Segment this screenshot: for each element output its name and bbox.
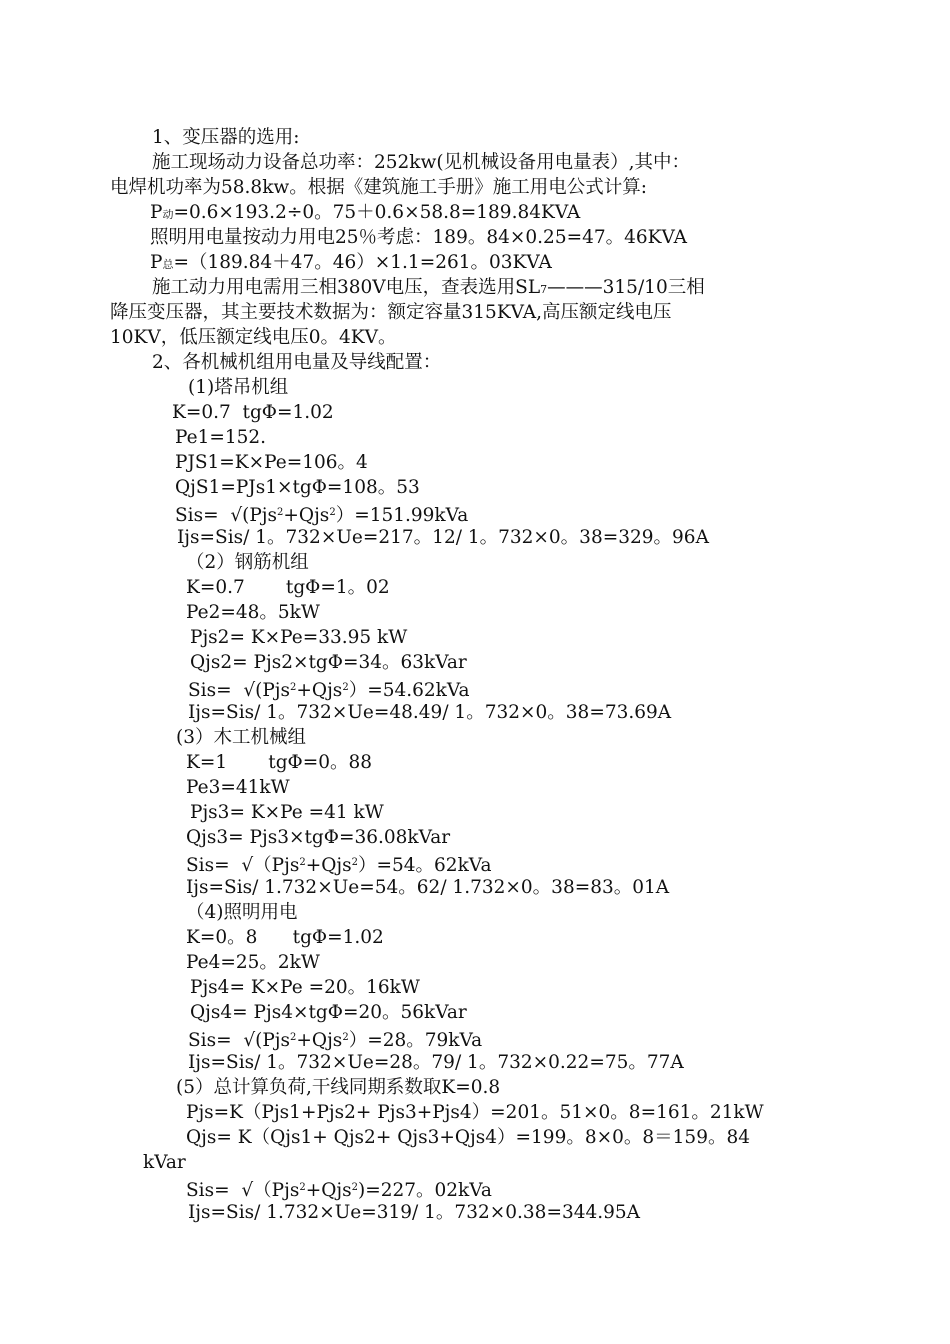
formula-qjs-total-unit: kVar bbox=[143, 1152, 186, 1173]
formula-ijs-total: Ijs=Sis/ 1.732×Ue=319/ 1。732×0.38=344.95A bbox=[188, 1202, 641, 1223]
paragraph-line: 降压变压器，其主要技术数据为：额定容量315KVA,高压额定线电压 bbox=[110, 302, 672, 323]
text-run: +Qjs bbox=[296, 680, 343, 701]
paragraph-line bbox=[152, 275, 705, 300]
text-run: +Qjs bbox=[283, 505, 330, 526]
paragraph-line: 施工现场动力设备总功率：252kw(见机械设备用电量表）,其中： bbox=[152, 152, 690, 173]
formula-sis bbox=[175, 500, 468, 525]
group-3-title: (3）木工机械组 bbox=[176, 727, 306, 748]
group-1-title: (1)塔吊机组 bbox=[188, 377, 289, 398]
formula-subscript: 动 bbox=[162, 208, 174, 221]
formula-qjs: Qjs2= Pjs2×tgΦ=34。63kVar bbox=[190, 652, 467, 673]
formula-ijs: Ijs=Sis/ 1。732×Ue=217。12/ 1。732×0。38=329。96A bbox=[177, 527, 709, 548]
group-5-title: (5）总计算负荷,干线同期系数取K=0.8 bbox=[176, 1077, 501, 1098]
text-run: ）=54.62kVa bbox=[348, 680, 470, 701]
formula-ijs: Ijs=Sis/ 1.732×Ue=54。62/ 1.732×0。38=83。01A bbox=[186, 877, 670, 898]
text-run: ）=151.99kVa bbox=[335, 505, 469, 526]
formula-ijs: Ijs=Sis/ 1。732×Ue=48.49/ 1。732×0。38=73.69A bbox=[188, 702, 672, 723]
superscript: 2 bbox=[351, 857, 358, 868]
superscript: 2 bbox=[277, 507, 284, 518]
text-run: +Qjs bbox=[296, 1030, 343, 1051]
formula-pjs-total: Pjs=K（Pjs1+Pjs2+ Pjs3+Pjs4）=201。51×0。8=161。21kW bbox=[186, 1102, 764, 1123]
section-2-heading: 2、各机械机组用电量及导线配置： bbox=[152, 352, 442, 373]
formula-qjs: QjS1=PJs1×tgΦ=108。53 bbox=[175, 477, 420, 498]
text-run: ）=28。79kVa bbox=[348, 1030, 483, 1051]
superscript: 2 bbox=[342, 1032, 349, 1043]
superscript: 2 bbox=[329, 507, 336, 518]
formula-qjs: Qjs4= Pjs4×tgΦ=20。56kVar bbox=[190, 1002, 467, 1023]
text-run: Sis= √(Pjs bbox=[188, 680, 291, 701]
formula-k: K=0。8 tgΦ=1.02 bbox=[186, 927, 384, 948]
formula-p-zong bbox=[150, 250, 552, 275]
formula-qjs-total: Qjs= K（Qjs1+ Qjs2+ Qjs3+Qjs4）=199。8×0。8＝159。84 bbox=[186, 1127, 751, 1148]
text-run: Sis= √（Pjs bbox=[186, 855, 300, 876]
formula-pjs: Pjs2= K×Pe=33.95 kW bbox=[190, 627, 408, 648]
formula-pjs: Pjs3= K×Pe =41 kW bbox=[190, 802, 384, 823]
formula-pe: Pe2=48。5kW bbox=[186, 602, 320, 623]
superscript: 2 bbox=[299, 1182, 306, 1193]
text-run: +Qjs bbox=[305, 855, 352, 876]
superscript: 2 bbox=[351, 1182, 358, 1193]
text-run: Sis= √(Pjs bbox=[188, 1030, 291, 1051]
formula-p-dong bbox=[150, 200, 580, 225]
formula-text: =（189.84＋47。46）×1.1=261。03KVA bbox=[173, 252, 552, 273]
formula-pjs: PJS1=K×Pe=106。4 bbox=[175, 452, 368, 473]
formula-ijs: Ijs=Sis/ 1。732×Ue=28。79/ 1。732×0.22=75。77A bbox=[188, 1052, 684, 1073]
formula-text: =0.6×193.2÷0。75＋0.6×58.8=189.84KVA bbox=[173, 202, 581, 223]
text-run: ———315/10三相 bbox=[547, 277, 705, 298]
formula-sis bbox=[188, 675, 470, 700]
formula-k: K=1 tgΦ=0。88 bbox=[186, 752, 373, 773]
formula-lighting: 照明用电量按动力用电25％考虑：189。84×0.25=47。46KVA bbox=[150, 227, 687, 248]
section-1-heading: 1、变压器的选用: bbox=[152, 127, 300, 148]
text-run: +Qjs bbox=[305, 1180, 352, 1201]
formula-symbol: P bbox=[150, 202, 163, 223]
formula-k: K=0.7 tgΦ=1。02 bbox=[186, 577, 390, 598]
text-run: Sis= √（Pjs bbox=[186, 1180, 300, 1201]
formula-sis-total bbox=[186, 1175, 492, 1200]
superscript: 2 bbox=[342, 682, 349, 693]
text-run: Sis= √(Pjs bbox=[175, 505, 278, 526]
formula-pjs: Pjs4= K×Pe =20。16kW bbox=[190, 977, 420, 998]
formula-pe: Pe4=25。2kW bbox=[186, 952, 320, 973]
formula-symbol: P bbox=[150, 252, 163, 273]
text-run: )=227。02kVa bbox=[357, 1180, 492, 1201]
formula-qjs: Qjs3= Pjs3×tgΦ=36.08kVar bbox=[186, 827, 451, 848]
formula-k: K=0.7 tgΦ=1.02 bbox=[172, 402, 334, 423]
superscript: 2 bbox=[290, 1032, 297, 1043]
group-2-title: （2）钢筋机组 bbox=[186, 552, 309, 573]
formula-sis bbox=[188, 1025, 482, 1050]
superscript: 2 bbox=[299, 857, 306, 868]
superscript: 2 bbox=[290, 682, 297, 693]
subscript: 7 bbox=[540, 283, 548, 296]
formula-sis bbox=[186, 850, 491, 875]
paragraph-line: 电焊机功率为58.8kw。根据《建筑施工手册》施工用电公式计算: bbox=[110, 177, 647, 198]
paragraph-line: 10KV，低压额定线电压0。4KV。 bbox=[110, 327, 397, 348]
formula-pe: Pe3=41kW bbox=[186, 777, 290, 798]
formula-subscript: 总 bbox=[162, 258, 174, 271]
text-run: 施工动力用电需用三相380V电压，查表选用SL bbox=[152, 277, 541, 298]
group-4-title: （4)照明用电 bbox=[186, 902, 298, 923]
formula-pe: Pe1=152. bbox=[175, 427, 267, 448]
text-run: ）=54。62kVa bbox=[357, 855, 492, 876]
